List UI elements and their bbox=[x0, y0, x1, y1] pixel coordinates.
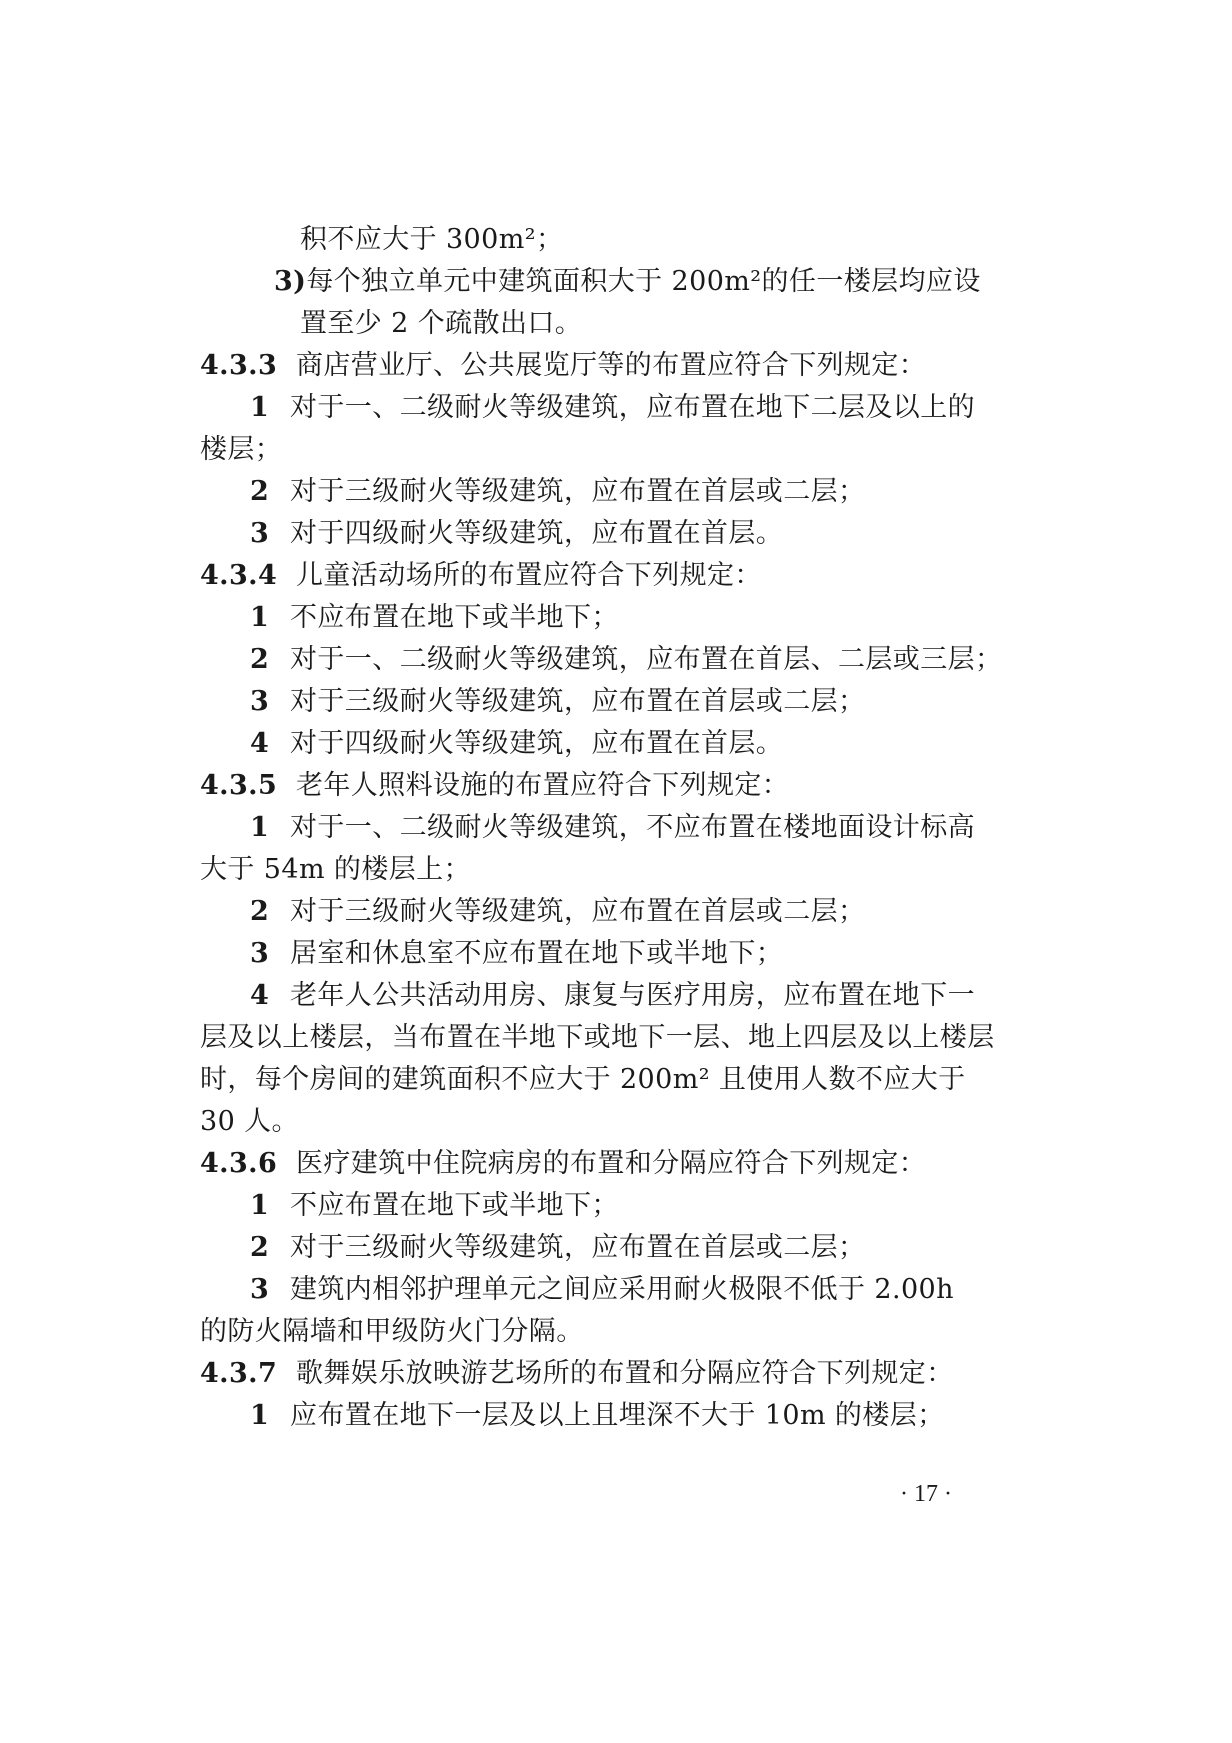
item-number: 3 bbox=[250, 1274, 270, 1305]
list-item bbox=[250, 892, 865, 932]
list-item bbox=[250, 1186, 619, 1226]
text-line bbox=[200, 1060, 966, 1100]
list-item bbox=[274, 262, 981, 302]
line-text: 时，每个房间的建筑面积不应大于 200m² 且使用人数不应大于 bbox=[200, 1064, 966, 1095]
list-item bbox=[250, 1396, 945, 1436]
section-number: 4.3.7 bbox=[200, 1358, 278, 1389]
text-line bbox=[200, 1102, 299, 1142]
item-text: 对于三级耐火等级建筑，应布置在首层或二层； bbox=[290, 476, 866, 507]
text-line bbox=[200, 430, 282, 470]
section-heading-4-3-5 bbox=[200, 766, 789, 806]
section-heading-4-3-3 bbox=[200, 346, 926, 386]
section-number: 4.3.4 bbox=[200, 560, 278, 591]
item-text: 不应布置在地下或半地下； bbox=[290, 602, 619, 633]
list-item bbox=[250, 514, 783, 554]
text-line bbox=[300, 304, 582, 344]
line-text: 大于 54m 的楼层上； bbox=[200, 854, 471, 885]
item-number: 4 bbox=[250, 728, 270, 759]
list-item bbox=[250, 598, 619, 638]
item-number: 3 bbox=[250, 518, 270, 549]
item-number: 2 bbox=[250, 476, 270, 507]
line-text: 30 人。 bbox=[200, 1106, 299, 1137]
line-text: 楼层； bbox=[200, 434, 283, 465]
item-text: 对于三级耐火等级建筑，应布置在首层或二层； bbox=[290, 896, 866, 927]
line-text: 层及以上楼层，当布置在半地下或地下一层、地上四层及以上楼层 bbox=[200, 1022, 995, 1053]
line-text: 积不应大于 300m²； bbox=[300, 224, 564, 255]
item-text: 对于三级耐火等级建筑，应布置在首层或二层； bbox=[290, 686, 866, 717]
list-item bbox=[250, 1228, 865, 1268]
item-text: 对于一、二级耐火等级建筑，应布置在地下二层及以上的 bbox=[290, 392, 975, 423]
item-number: 1 bbox=[250, 1400, 270, 1431]
item-text: 每个独立单元中建筑面积大于 200m²的任一楼层均应设 bbox=[306, 266, 981, 297]
item-number: 1 bbox=[250, 392, 270, 423]
line-text: 的防火隔墙和甲级防火门分隔。 bbox=[200, 1316, 584, 1347]
item-number: 3 bbox=[250, 686, 270, 717]
section-number: 4.3.5 bbox=[200, 770, 278, 801]
section-heading-4-3-6 bbox=[200, 1144, 926, 1184]
section-text: 歌舞娱乐放映游艺场所的布置和分隔应符合下列规定： bbox=[296, 1358, 954, 1389]
item-text: 不应布置在地下或半地下； bbox=[290, 1190, 619, 1221]
list-item bbox=[250, 976, 975, 1016]
list-item bbox=[250, 1270, 954, 1310]
section-text: 商店营业厅、公共展览厅等的布置应符合下列规定： bbox=[296, 350, 927, 381]
section-heading-4-3-4 bbox=[200, 556, 762, 596]
list-item bbox=[250, 808, 975, 848]
section-number: 4.3.3 bbox=[200, 350, 278, 381]
item-text: 老年人公共活动用房、康复与医疗用房，应布置在地下一 bbox=[290, 980, 975, 1011]
section-text: 医疗建筑中住院病房的布置和分隔应符合下列规定： bbox=[296, 1148, 927, 1179]
item-number: 2 bbox=[250, 1232, 270, 1263]
list-item bbox=[250, 682, 865, 722]
list-item bbox=[250, 388, 975, 428]
text-line bbox=[300, 220, 563, 260]
item-number: 1 bbox=[250, 1190, 270, 1221]
item-number: 1 bbox=[250, 602, 270, 633]
section-text: 老年人照料设施的布置应符合下列规定： bbox=[296, 770, 790, 801]
text-line bbox=[200, 850, 471, 890]
list-item bbox=[250, 472, 865, 512]
item-text: 对于一、二级耐火等级建筑，应布置在首层、二层或三层； bbox=[290, 644, 1003, 675]
item-text: 对于四级耐火等级建筑，应布置在首层。 bbox=[290, 518, 784, 549]
line-text: 置至少 2 个疏散出口。 bbox=[300, 308, 583, 339]
item-text: 对于三级耐火等级建筑，应布置在首层或二层； bbox=[290, 1232, 866, 1263]
section-number: 4.3.6 bbox=[200, 1148, 278, 1179]
item-text: 对于四级耐火等级建筑，应布置在首层。 bbox=[290, 728, 784, 759]
section-heading-4-3-7 bbox=[200, 1354, 954, 1394]
page-number: · 17 · bbox=[900, 1481, 952, 1507]
item-number: 3) bbox=[274, 266, 307, 297]
item-number: 3 bbox=[250, 938, 270, 969]
list-item bbox=[250, 934, 783, 974]
item-number: 4 bbox=[250, 980, 270, 1011]
list-item bbox=[250, 724, 783, 764]
item-number: 2 bbox=[250, 644, 270, 675]
item-text: 应布置在地下一层及以上且埋深不大于 10m 的楼层； bbox=[290, 1400, 945, 1431]
text-line bbox=[200, 1312, 584, 1352]
list-item bbox=[250, 640, 1002, 680]
item-text: 对于一、二级耐火等级建筑，不应布置在楼地面设计标高 bbox=[290, 812, 975, 843]
item-text: 建筑内相邻护理单元之间应采用耐火极限不低于 2.00h bbox=[290, 1274, 954, 1305]
text-line bbox=[200, 1018, 995, 1058]
item-text: 居室和休息室不应布置在地下或半地下； bbox=[290, 938, 784, 969]
item-number: 1 bbox=[250, 812, 270, 843]
section-text: 儿童活动场所的布置应符合下列规定： bbox=[296, 560, 762, 591]
item-number: 2 bbox=[250, 896, 270, 927]
